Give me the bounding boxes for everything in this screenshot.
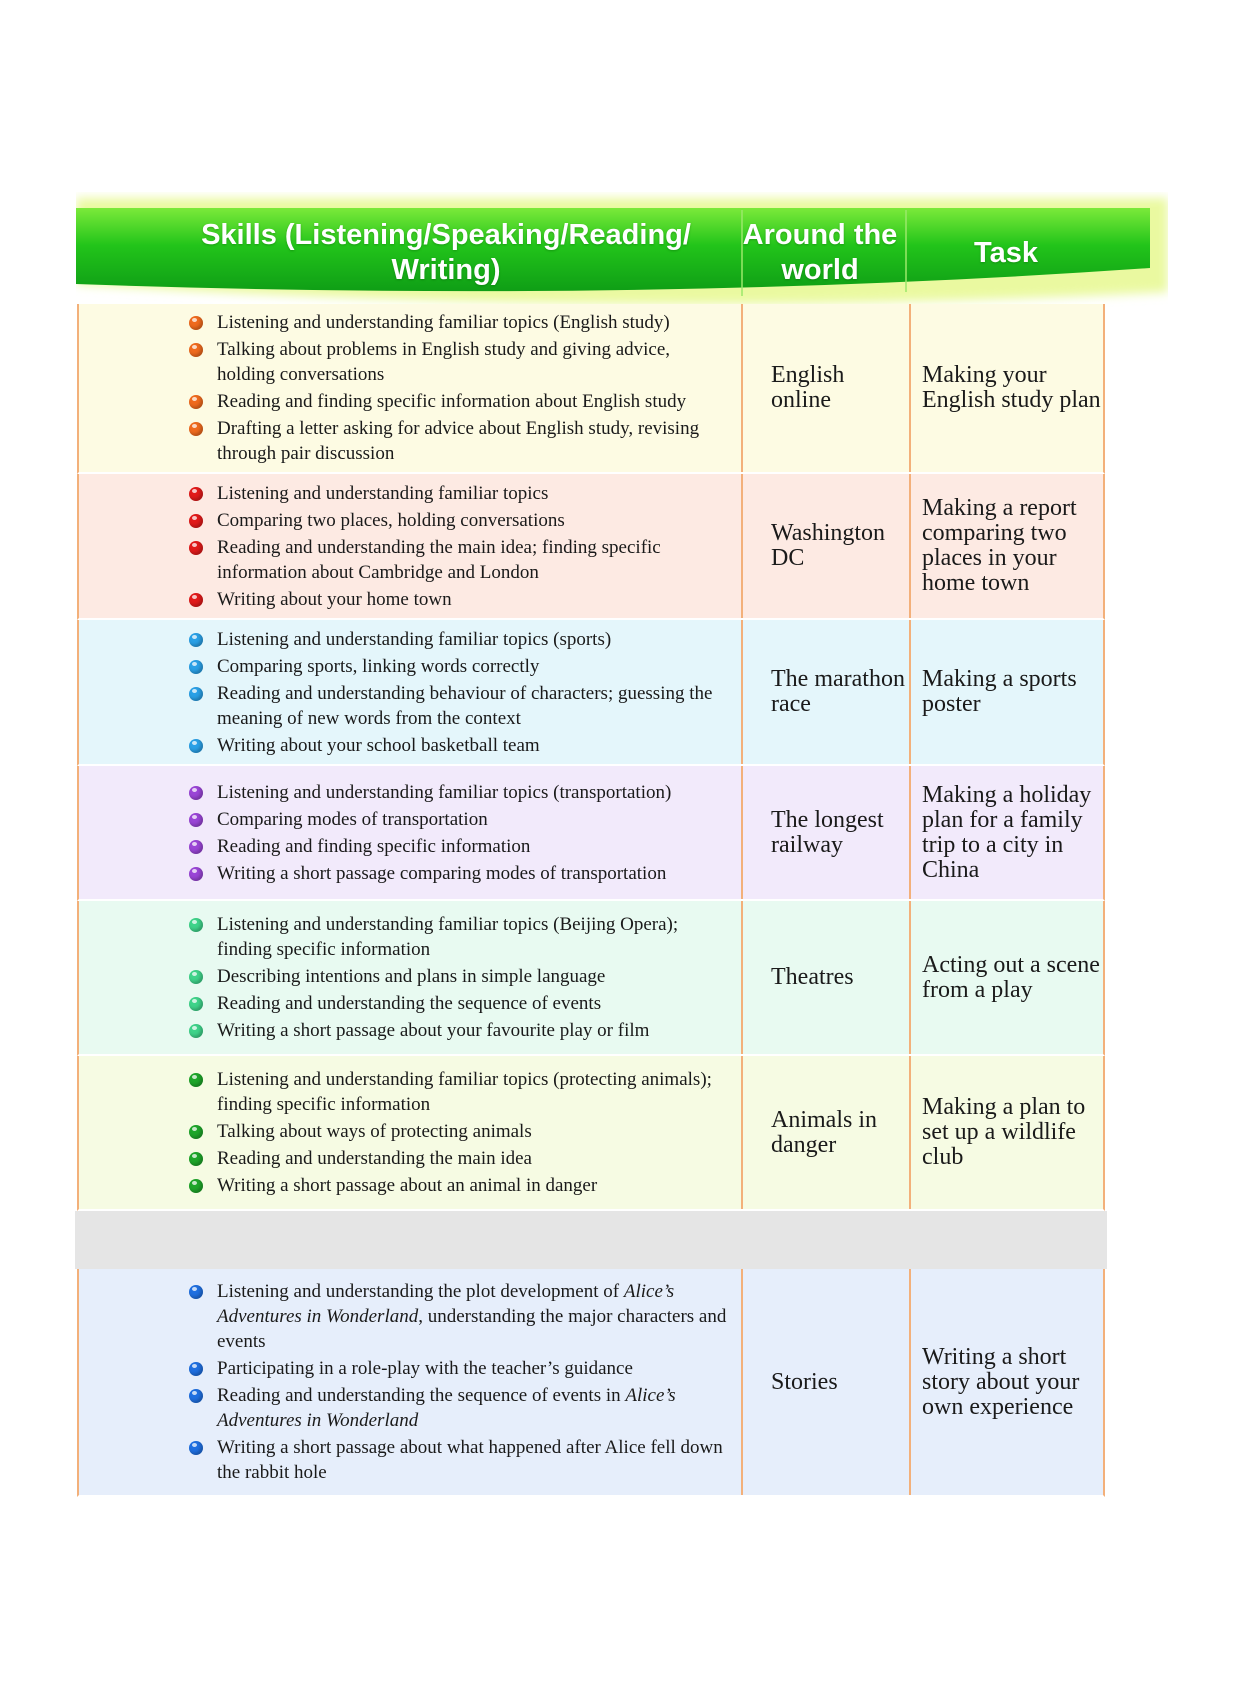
task-text: Making your English study plan <box>922 362 1101 413</box>
skill-text: Alice’s Adventures in Wonderland <box>217 1281 675 1327</box>
bullet-dot-icon <box>189 1024 203 1038</box>
bullet-dot-icon <box>189 1285 203 1299</box>
bullet-dot-icon <box>189 1389 203 1403</box>
skill-text: Comparing two places, holding conversations <box>217 509 565 531</box>
skill-text: Writing a short passage comparing modes of transportation <box>217 862 667 884</box>
skills-cell <box>79 901 741 1054</box>
around-the-world-cell <box>741 620 909 764</box>
bullet-dot-icon <box>189 541 203 555</box>
skill-item <box>189 535 731 585</box>
section-divider <box>75 1211 1107 1269</box>
skill-item <box>189 964 731 989</box>
bullet-dot-icon <box>189 395 203 409</box>
around-the-world-cell <box>741 1269 909 1495</box>
skill-item <box>189 1356 731 1381</box>
table-row <box>77 1056 1105 1211</box>
skill-text: , understanding the major characters and events <box>217 1306 727 1352</box>
skill-text: Writing about your school basketball team <box>217 734 540 756</box>
bullet-dot-icon <box>189 739 203 753</box>
skill-text: Writing a short passage about what happened after Alice fell down the rabbit hole <box>217 1437 723 1483</box>
skill-text: Drafting a letter asking for advice about English study, revising through pair discussion <box>217 418 700 464</box>
skill-text: Listening and understanding the plot development of <box>217 1281 624 1302</box>
around-the-world-cell <box>741 474 909 618</box>
curriculum-table <box>77 304 1105 1497</box>
skill-text: Listening and understanding familiar topics (sports) <box>217 628 612 650</box>
skill-item <box>189 991 731 1016</box>
skills-cell <box>79 1269 741 1495</box>
around-the-world-text: The marathon race <box>771 666 905 717</box>
skill-item <box>189 310 731 335</box>
skill-item <box>189 681 731 731</box>
bullet-dot-icon <box>189 422 203 436</box>
skill-item <box>189 1067 731 1117</box>
skill-text: Writing a short passage about an animal in danger <box>217 1175 598 1196</box>
skill-item <box>189 1119 731 1144</box>
skill-item <box>189 389 731 414</box>
task-cell <box>909 304 1103 472</box>
skill-item <box>189 1146 731 1171</box>
task-text: Making a sports poster <box>922 666 1077 717</box>
skill-text: Writing about your home town <box>217 588 452 610</box>
skill-text: Writing a short passage about your favourite play or film <box>217 1020 650 1041</box>
skills-list <box>189 1277 731 1487</box>
skills-cell <box>79 620 741 764</box>
skills-list <box>189 1065 731 1200</box>
around-the-world-text: English online <box>771 362 845 413</box>
task-cell <box>909 474 1103 618</box>
skill-text: Participating in a role-play with the teacher’s guidance <box>217 1358 633 1379</box>
bullet-dot-icon <box>189 970 203 984</box>
bullet-dot-icon <box>189 1441 203 1455</box>
skill-text: Reading and understanding the sequence of events in <box>217 1385 626 1406</box>
around-the-world-text: Theatres <box>771 964 854 990</box>
header-task: Task <box>974 236 1038 269</box>
skills-cell <box>79 304 741 472</box>
task-cell <box>909 901 1103 1054</box>
skill-text: Comparing modes of transportation <box>217 808 488 830</box>
task-cell <box>909 766 1103 899</box>
skill-item <box>189 654 731 679</box>
skill-item <box>189 481 731 506</box>
skill-text: Reading and understanding the main idea; finding specific information about Cambridge and London <box>217 536 661 583</box>
skill-item <box>189 1279 731 1354</box>
skills-list <box>189 625 731 760</box>
around-the-world-cell <box>741 766 909 899</box>
skill-item <box>189 807 731 832</box>
skill-text: Listening and understanding familiar topics (transportation) <box>217 781 672 803</box>
bullet-dot-icon <box>189 867 203 881</box>
skill-text: Comparing sports, linking words correctly <box>217 655 540 677</box>
table-row <box>77 620 1105 766</box>
skill-text: Reading and finding specific information about English study <box>217 391 687 412</box>
skill-item <box>189 587 731 612</box>
skill-item <box>189 733 731 758</box>
bullet-dot-icon <box>189 1179 203 1193</box>
bullet-dot-icon <box>189 813 203 827</box>
around-the-world-text: The longest railway <box>771 806 884 858</box>
skill-text: Listening and understanding familiar topics (protecting animals); finding specific information <box>217 1069 712 1115</box>
table-row <box>77 304 1105 474</box>
bullet-dot-icon <box>189 1073 203 1087</box>
bullet-dot-icon <box>189 633 203 647</box>
task-text: Acting out a scene from a play <box>922 951 1100 1003</box>
task-cell <box>909 1269 1103 1495</box>
skill-item <box>189 627 731 652</box>
skill-text: Alice’s Adventures in Wonderland <box>217 1385 676 1431</box>
skill-item <box>189 1435 731 1485</box>
skill-item <box>189 861 731 886</box>
table-header <box>76 192 1168 304</box>
around-the-world-text: Stories <box>771 1368 838 1395</box>
skill-item <box>189 508 731 533</box>
skills-list <box>189 910 731 1045</box>
skill-text: Listening and understanding familiar topics (Beijing Opera); finding specific information <box>217 914 679 960</box>
skill-item <box>189 337 731 387</box>
skills-list <box>189 479 731 614</box>
bullet-dot-icon <box>189 1152 203 1166</box>
bullet-dot-icon <box>189 593 203 607</box>
skill-item <box>189 834 731 859</box>
task-cell <box>909 1056 1103 1209</box>
around-the-world-cell <box>741 901 909 1054</box>
skill-text: Reading and understanding the main idea <box>217 1148 532 1169</box>
skill-item <box>189 1173 731 1198</box>
bullet-dot-icon <box>189 660 203 674</box>
skills-cell <box>79 766 741 899</box>
skill-item <box>189 416 731 466</box>
bullet-dot-icon <box>189 1125 203 1139</box>
skill-item <box>189 1018 731 1043</box>
bullet-dot-icon <box>189 786 203 800</box>
bullet-dot-icon <box>189 918 203 932</box>
task-text: Making a plan to set up a wildlife club <box>922 1094 1086 1170</box>
bullet-dot-icon <box>189 316 203 330</box>
header-around-the-world: Around the world <box>742 219 898 286</box>
skill-text: Listening and understanding familiar topics (English study) <box>217 312 670 333</box>
around-the-world-cell <box>741 1056 909 1209</box>
around-the-world-text: Washington DC <box>771 520 886 571</box>
bullet-dot-icon <box>189 687 203 701</box>
skill-text: Reading and understanding the sequence of events <box>217 993 602 1014</box>
bullet-dot-icon <box>189 997 203 1011</box>
bullet-dot-icon <box>189 487 203 501</box>
skill-text: Listening and understanding familiar topics <box>217 482 549 504</box>
table-row <box>77 901 1105 1056</box>
skill-item <box>189 780 731 805</box>
task-text: Writing a short story about your own experience <box>922 1343 1080 1420</box>
skill-text: Reading and understanding behaviour of characters; guessing the meaning of new words from the context <box>217 682 713 729</box>
bullet-dot-icon <box>189 343 203 357</box>
skill-item <box>189 912 731 962</box>
skills-list <box>189 778 731 888</box>
header-skills: Skills (Listening/Speaking/Reading/ Writing) <box>201 219 691 286</box>
skills-list <box>189 308 731 468</box>
skill-text: Describing intentions and plans in simple language <box>217 966 606 987</box>
skill-text: Reading and finding specific information <box>217 835 531 857</box>
around-the-world-text: Animals in danger <box>771 1106 877 1158</box>
bullet-dot-icon <box>189 514 203 528</box>
table-row <box>77 766 1105 901</box>
bullet-dot-icon <box>189 840 203 854</box>
task-text: Making a report comparing two places in your home town <box>922 495 1077 596</box>
skills-cell <box>79 1056 741 1209</box>
table-row <box>77 474 1105 620</box>
table-row-stories <box>77 1269 1105 1497</box>
skill-item <box>189 1383 731 1433</box>
task-text: Making a holiday plan for a family trip to a city in China <box>922 781 1092 883</box>
skill-text: Talking about ways of protecting animals <box>217 1121 532 1142</box>
skills-cell <box>79 474 741 618</box>
task-cell <box>909 620 1103 764</box>
skill-text: Talking about problems in English study and giving advice, holding conversations <box>217 339 671 385</box>
around-the-world-cell <box>741 304 909 472</box>
bullet-dot-icon <box>189 1362 203 1376</box>
